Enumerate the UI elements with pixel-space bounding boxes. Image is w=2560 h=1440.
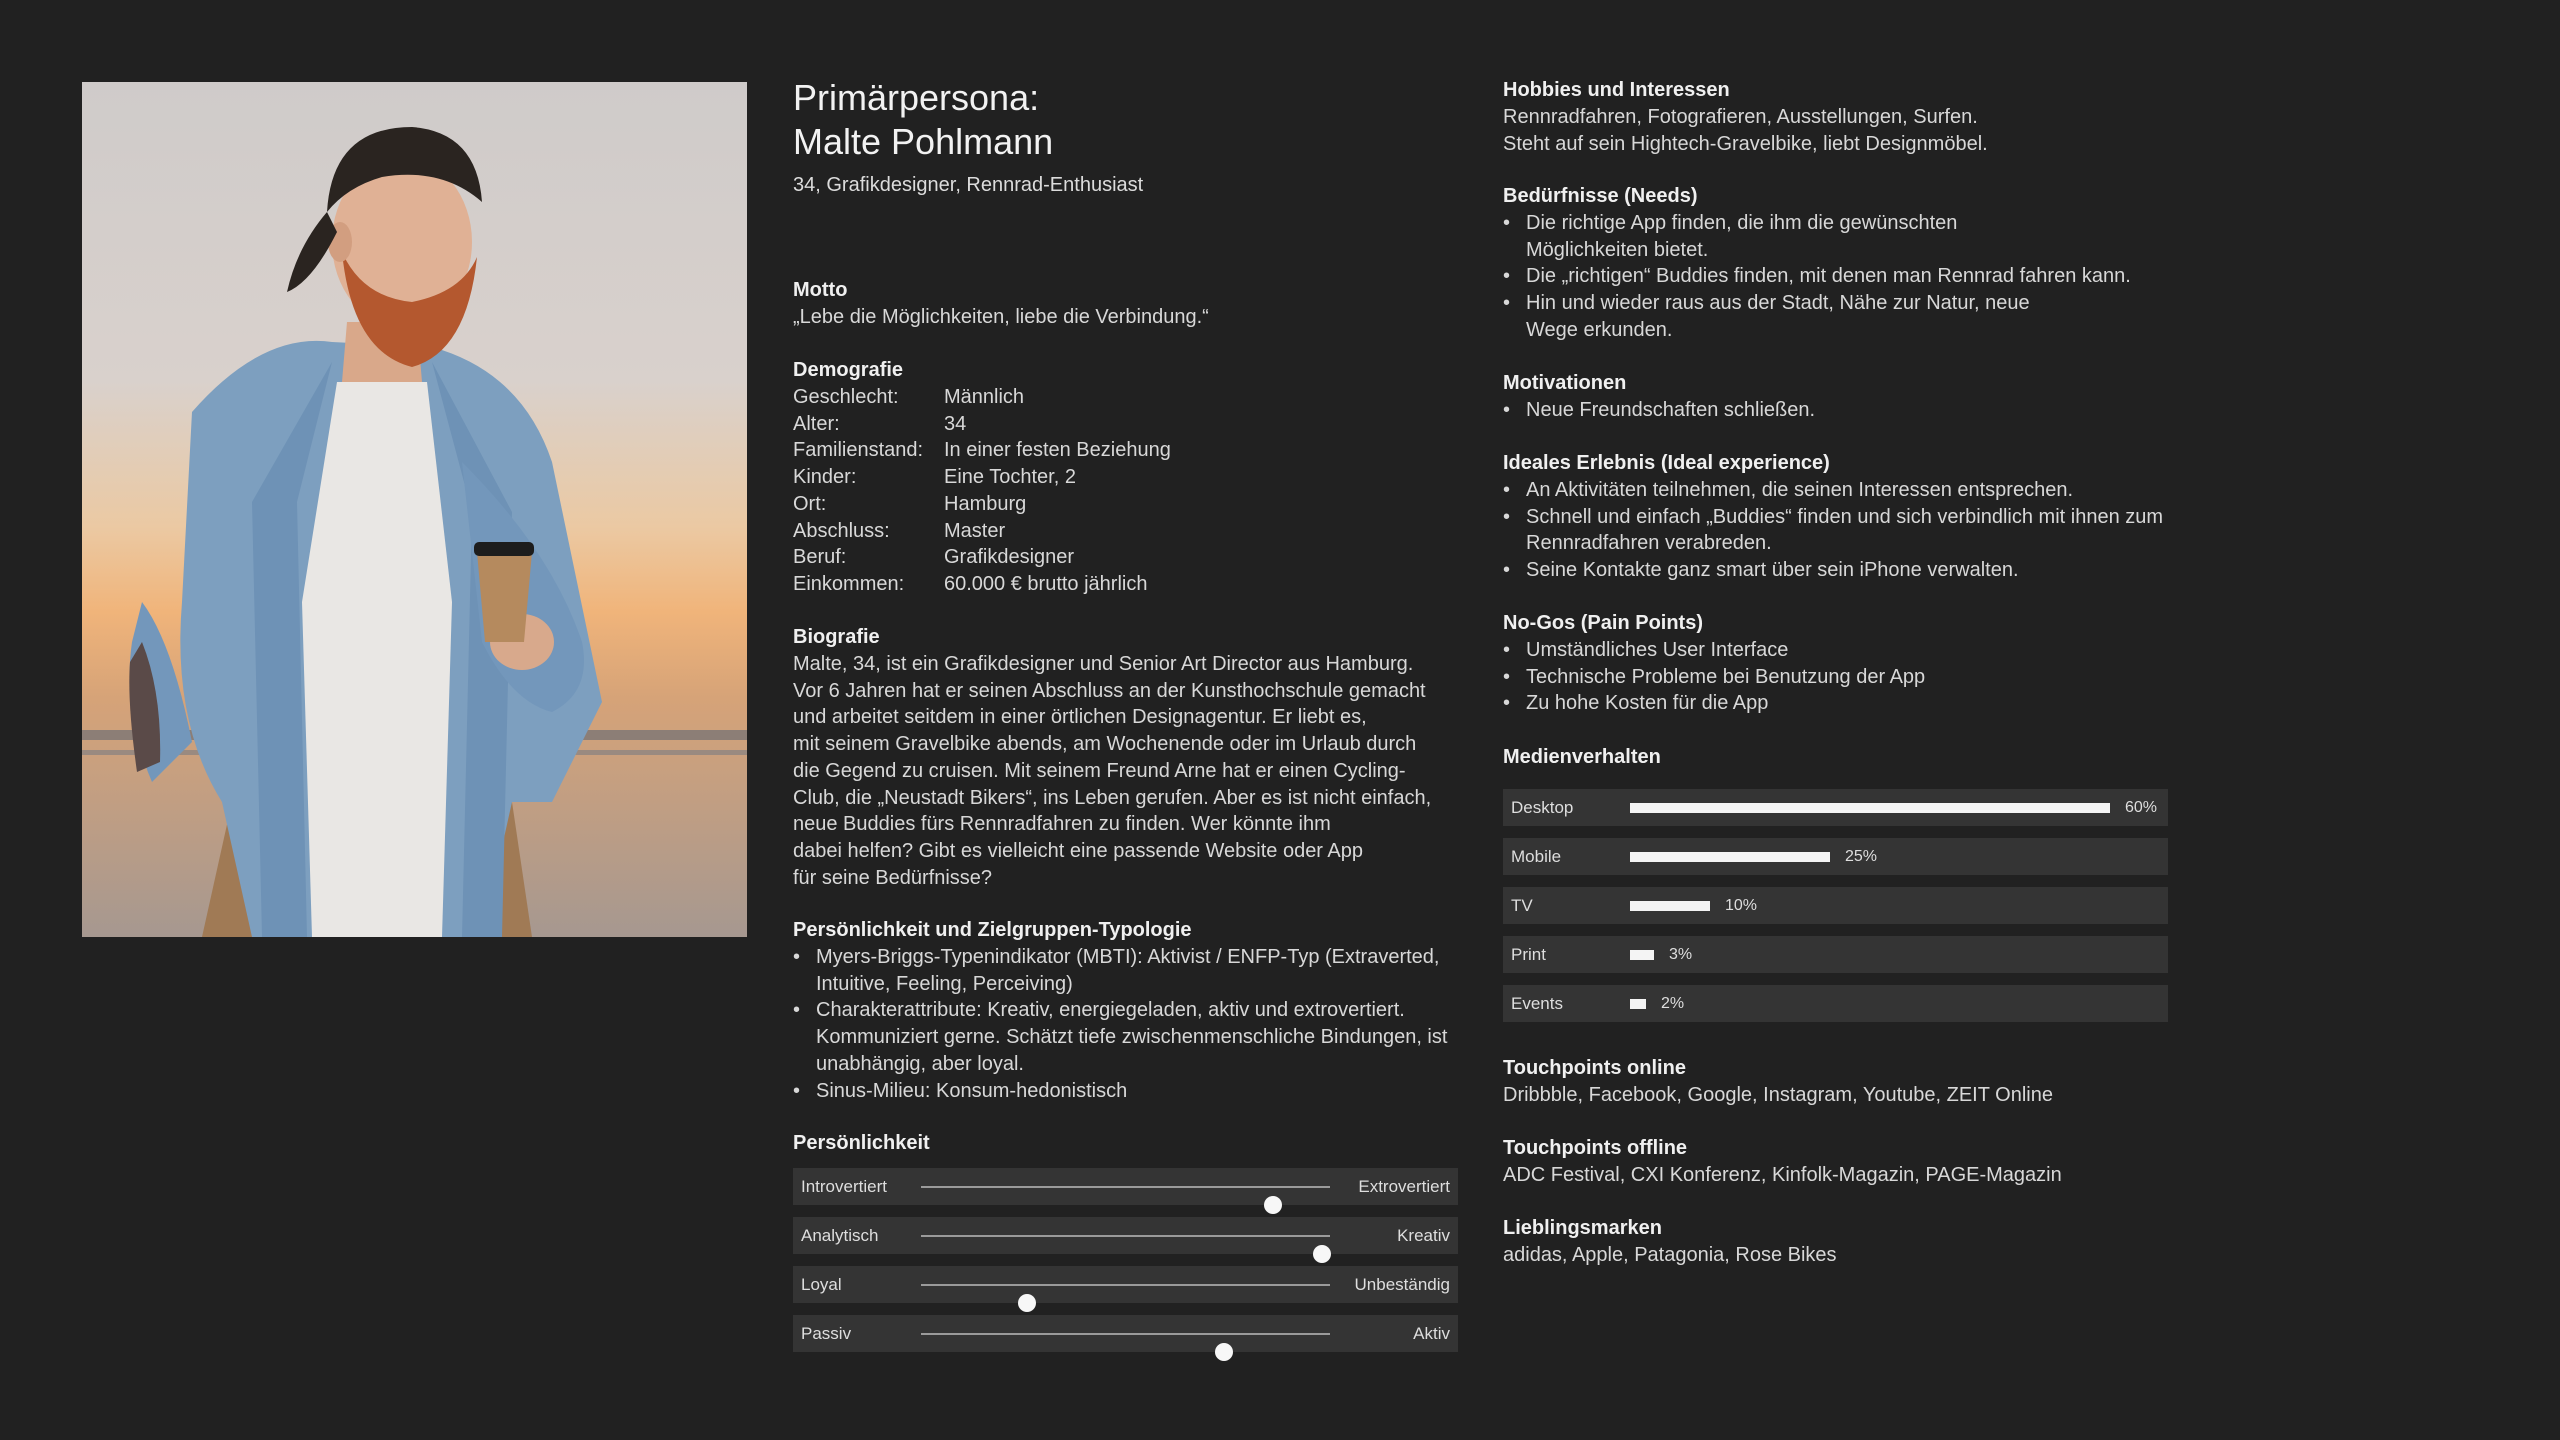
biografie-line: und arbeitet seitdem in einer örtlichen Designagentur. Er liebt es, (793, 706, 1367, 729)
persoenlichkeit-section (793, 1130, 1458, 1157)
needs-item: • Hin und wieder raus aus der Stadt, Nähe zur Natur, neue Wege erkunden. (1503, 290, 2063, 343)
media-percent: 2% (1661, 995, 1685, 1012)
motivationen-heading: Motivationen (1503, 372, 1627, 394)
needs-item: • Die „richtigen“ Buddies finden, mit denen man Rennrad fahren kann. (1503, 263, 2168, 290)
media-bar (1630, 852, 1830, 862)
slider-left-label: Introvertiert (801, 1177, 887, 1196)
media-bar (1630, 901, 1710, 911)
media-bar (1630, 803, 2110, 813)
media-bars (1503, 789, 2168, 1034)
media-label: Events (1511, 994, 1563, 1013)
slider-knob[interactable] (1215, 1343, 1233, 1361)
biografie-line: Malte, 34, ist ein Grafikdesigner und Senior Art Director aus Hamburg. (793, 653, 1414, 675)
demografie-row (793, 544, 1458, 571)
slider-knob[interactable] (1018, 1294, 1036, 1312)
media-bar (1630, 950, 1654, 960)
demografie-heading: Demografie (793, 359, 904, 381)
slider-knob[interactable] (1313, 1245, 1331, 1263)
typologie-heading: Persönlichkeit und Zielgruppen-Typologie (793, 919, 1192, 941)
typologie-item: • Charakterattribute: Kreativ, energiegeladen, aktiv und extrovertiert. Kommuniziert gerne. Schätzt tiefe zwischenmenschliche Bindungen, ist unabhängig, aber loyal. (793, 997, 1458, 1077)
demografie-row (793, 518, 1458, 545)
personality-slider-row (793, 1217, 1458, 1254)
ideal-section (1503, 450, 2168, 584)
demografie-row (793, 571, 1458, 598)
demografie-value: In einer festen Beziehung (944, 439, 1171, 462)
needs-section (1503, 183, 2168, 344)
demografie-key: Familienstand: (793, 439, 924, 462)
media-label: Print (1511, 945, 1546, 964)
demografie-row (793, 437, 1458, 464)
slider-track[interactable] (921, 1333, 1330, 1335)
media-label: Desktop (1511, 798, 1574, 817)
demografie-value: Grafikdesigner (944, 546, 1075, 569)
demografie-key: Abschluss: (793, 519, 890, 542)
person-illustration (82, 82, 747, 937)
ideal-list (1503, 477, 2168, 584)
persona-title-line1: Primärpersona: (793, 77, 1040, 118)
hobbies-line: Rennradfahren, Fotografieren, Ausstellungen, Surfen. (1503, 106, 1978, 128)
slider-track[interactable] (921, 1186, 1330, 1188)
lieblingsmarken-heading: Lieblingsmarken (1503, 1217, 1662, 1239)
media-label: TV (1511, 896, 1533, 915)
slider-right-label: Kreativ (1397, 1226, 1450, 1245)
touchpoints-offline-heading: Touchpoints offline (1503, 1137, 1688, 1159)
personality-slider-row (793, 1168, 1458, 1205)
needs-heading: Bedürfnisse (Needs) (1503, 185, 1698, 207)
needs-item: • Die richtige App finden, die ihm die gewünschten Möglichkeiten bietet. (1503, 210, 2003, 263)
hobbies-section (1503, 77, 2168, 157)
nogos-heading: No-Gos (Pain Points) (1503, 612, 1703, 634)
demografie-value: Hamburg (944, 492, 1027, 515)
media-row (1503, 838, 2168, 875)
ideal-item: • Seine Kontakte ganz smart über sein iPhone verwalten. (1503, 557, 2168, 584)
slider-left-label: Analytisch (801, 1226, 879, 1245)
demografie-row (793, 491, 1458, 518)
nogos-item: • Umständliches User Interface (1503, 637, 2168, 664)
typologie-item: • Myers-Briggs-Typenindikator (MBTI): Aktivist / ENFP-Typ (Extraverted, Intuitive, Feeling, Perceiving) (793, 944, 1458, 997)
typologie-section (793, 917, 1458, 1104)
ideal-item: • An Aktivitäten teilnehmen, die seinen Interessen entsprechen. (1503, 477, 2168, 504)
media-row (1503, 985, 2168, 1022)
slider-track[interactable] (921, 1235, 1330, 1237)
media-label: Mobile (1511, 847, 1562, 866)
touchpoints-online-heading: Touchpoints online (1503, 1057, 1686, 1079)
biografie-line: dabei helfen? Gibt es vielleicht eine passende Website oder App (793, 839, 1364, 862)
demografie-row (793, 411, 1458, 438)
persona-subtitle: 34, Grafikdesigner, Rennrad-Enthusiast (793, 174, 1144, 196)
motto-heading: Motto (793, 279, 848, 301)
biografie-line: für seine Bedürfnisse? (793, 866, 993, 889)
personality-sliders (793, 1168, 1458, 1364)
motivationen-list (1503, 397, 2168, 424)
touchpoints-online-text: Dribbble, Facebook, Google, Instagram, Youtube, ZEIT Online (1503, 1084, 2053, 1106)
slider-right-label: Aktiv (1413, 1324, 1450, 1343)
demografie-section (793, 357, 1458, 598)
slider-track[interactable] (921, 1284, 1330, 1286)
motto-section (793, 277, 1458, 331)
demografie-key: Einkommen: (793, 572, 905, 595)
slider-right-label: Extrovertiert (1358, 1177, 1450, 1196)
biografie-line: die Gegend zu cruisen. Mit seinem Freund Arne hat er einen Cycling- (793, 759, 1406, 782)
demografie-key: Alter: (793, 412, 840, 435)
media-percent: 25% (1845, 848, 1878, 865)
nogos-item: • Technische Probleme bei Benutzung der App (1503, 664, 2168, 691)
demografie-row (793, 464, 1458, 491)
slider-left-label: Loyal (801, 1275, 842, 1294)
motivationen-item: • Neue Freundschaften schließen. (1503, 397, 2168, 424)
needs-list (1503, 210, 2168, 344)
demografie-value: Eine Tochter, 2 (944, 466, 1076, 489)
touchpoints-offline-text: ADC Festival, CXI Konferenz, Kinfolk-Magazin, PAGE-Magazin (1503, 1164, 2062, 1186)
persona-name: Malte Pohlmann (793, 121, 1054, 162)
media-bar (1630, 999, 1646, 1009)
ideal-item: • Schnell und einfach „Buddies“ finden und sich verbindlich mit ihnen zum Rennradfahren verabreden. (1503, 504, 2168, 557)
demografie-value: 60.000 € brutto jährlich (944, 572, 1148, 595)
personality-slider-row (793, 1315, 1458, 1352)
biografie-line: Club, die „Neustadt Bikers“, ins Leben gerufen. Aber es ist nicht einfach, (793, 786, 1432, 809)
demografie-key: Beruf: (793, 546, 847, 569)
persona-title (793, 76, 1053, 164)
slider-left-label: Passiv (801, 1324, 852, 1343)
hobbies-line: Steht auf sein Hightech-Gravelbike, liebt Designmöbel. (1503, 132, 1988, 155)
touchpoints-offline-section (1503, 1135, 2168, 1189)
personality-slider-row (793, 1266, 1458, 1303)
nogos-list (1503, 637, 2168, 717)
demografie-key: Kinder: (793, 466, 857, 489)
medien-section (1503, 744, 2168, 771)
biografie-line: neue Buddies fürs Rennradfahren zu finden. Wer könnte ihm (793, 813, 1331, 836)
touchpoints-online-section (1503, 1055, 2168, 1109)
persoenlichkeit-heading: Persönlichkeit (793, 1132, 930, 1154)
typologie-item: • Sinus-Milieu: Konsum-hedonistisch (793, 1078, 1458, 1105)
ideal-heading: Ideales Erlebnis (Ideal experience) (1503, 452, 1830, 474)
demografie-value: Männlich (944, 386, 1025, 408)
media-percent: 3% (1669, 946, 1693, 963)
lieblingsmarken-section (1503, 1215, 2168, 1269)
biografie-line: Vor 6 Jahren hat er seinen Abschluss an der Kunsthochschule gemacht (793, 679, 1426, 702)
medien-heading: Medienverhalten (1503, 746, 1661, 768)
media-row (1503, 789, 2168, 826)
demografie-value: Master (944, 519, 1006, 542)
media-row (1503, 936, 2168, 973)
biografie-heading: Biografie (793, 626, 880, 648)
demografie-key: Geschlecht: (793, 386, 899, 408)
biografie-line: mit seinem Gravelbike abends, am Wochenende oder im Urlaub durch (793, 733, 1417, 756)
nogos-section (1503, 610, 2168, 717)
demografie-row (793, 384, 1458, 411)
hobbies-heading: Hobbies und Interessen (1503, 79, 1730, 101)
motivationen-section (1503, 370, 2168, 424)
media-row (1503, 887, 2168, 924)
persona-photo (82, 82, 747, 937)
biografie-section (793, 624, 1458, 891)
slider-right-label: Unbeständig (1354, 1275, 1450, 1294)
media-percent: 10% (1725, 897, 1758, 914)
demografie-key: Ort: (793, 492, 827, 515)
nogos-item: • Zu hohe Kosten für die App (1503, 690, 2168, 717)
lieblingsmarken-text: adidas, Apple, Patagonia, Rose Bikes (1503, 1244, 1837, 1266)
typologie-list (793, 944, 1458, 1104)
slider-knob[interactable] (1264, 1196, 1282, 1214)
demografie-value: 34 (944, 412, 967, 435)
motto-text: „Lebe die Möglichkeiten, liebe die Verbindung.“ (793, 306, 1209, 328)
media-percent: 60% (2125, 799, 2158, 816)
